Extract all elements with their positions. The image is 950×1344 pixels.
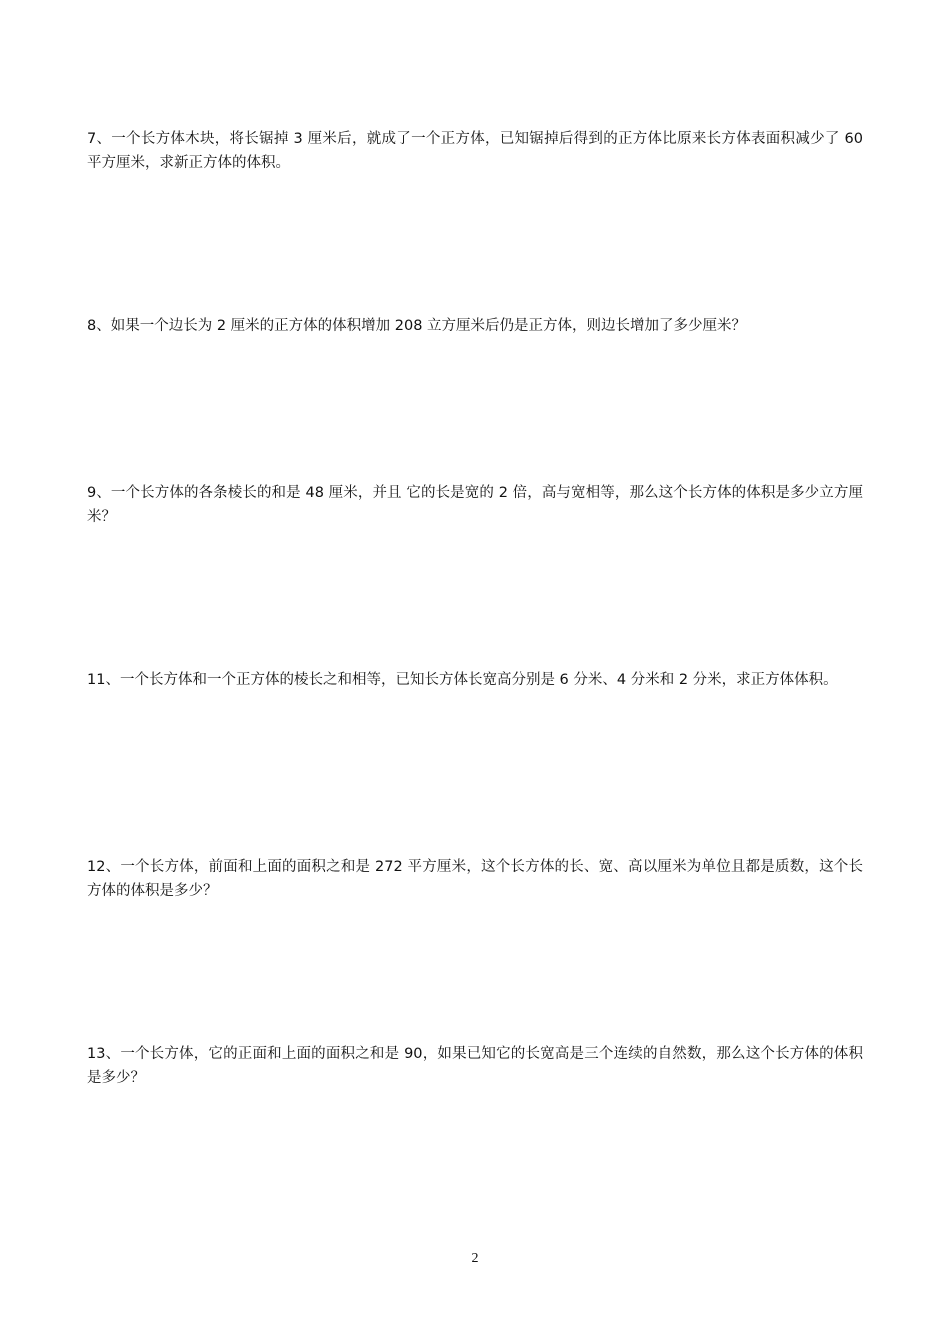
page-number: 2: [471, 1251, 479, 1266]
problem-7: 7、一个长方体木块，将长锯掉 3 厘米后，就成了一个正方体，已知锯掉后得到的正方体比原来长方体表面积减少了 60 平方厘米，求新正方体的体积。: [87, 131, 863, 171]
problem-11: 11、一个长方体和一个正方体的棱长之和相等，已知长方体长宽高分别是 6 分米、4 分米和 2 分米，求正方体体积。: [87, 672, 838, 688]
problem-12: 12、一个长方体，前面和上面的面积之和是 272 平方厘米，这个长方体的长、宽、高以厘米为单位且都是质数，这个长方体的体积是多少？: [87, 859, 863, 899]
problem-13: 13、一个长方体，它的正面和上面的面积之和是 90，如果已知它的长宽高是三个连续的自然数，那么这个长方体的体积是多少？: [87, 1046, 863, 1086]
problem-8: 8、如果一个边长为 2 厘米的正方体的体积增加 208 立方厘米后仍是正方体，则边长增加了多少厘米？: [87, 318, 747, 334]
problem-9: 9、一个长方体的各条棱长的和是 48 厘米，并且 它的长是宽的 2 倍，高与宽相等，那么这个长方体的体积是多少立方厘米？: [87, 485, 863, 525]
